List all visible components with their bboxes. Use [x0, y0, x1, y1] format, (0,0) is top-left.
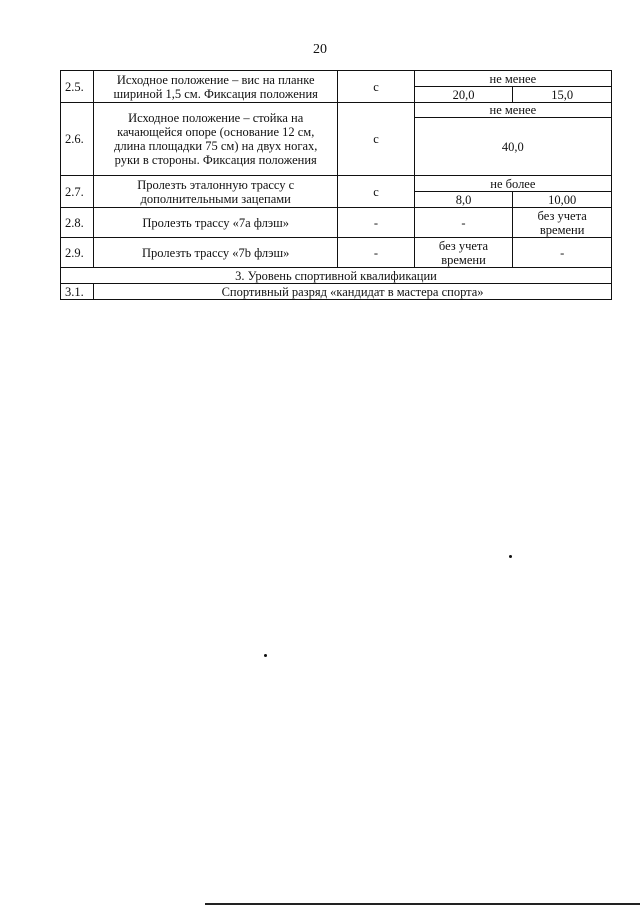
qualification-cell: Спортивный разряд «кандидат в мастера спорта» [94, 284, 612, 300]
exercise-name: Пролезть трассу «7b флэш» [94, 238, 338, 268]
page-number: 20 [313, 42, 327, 57]
row-number: 2.8. [61, 208, 94, 238]
row-number: 2.5. [61, 71, 94, 103]
standards-table [60, 70, 612, 300]
row-number: 2.9. [61, 238, 94, 268]
value-cell: 20,0 [414, 87, 513, 103]
unit-cell: с [338, 176, 414, 208]
row-number: 2.6. [61, 103, 94, 176]
condition-cell: не более [414, 176, 611, 192]
unit-cell: - [338, 208, 414, 238]
condition-cell: не менее [414, 71, 611, 87]
section-heading: 3. Уровень спортивной квалификации [61, 268, 612, 284]
exercise-name: Исходное положение – вис на планке шириной 1,5 см. Фиксация положения [94, 71, 338, 103]
section-row [61, 268, 612, 284]
condition-cell: не менее [414, 103, 611, 118]
value-cell: без учета времени [513, 208, 612, 238]
unit-cell: с [338, 71, 414, 103]
scan-speck [264, 654, 267, 657]
table-row [61, 238, 612, 268]
exercise-name: Исходное положение – стойка на качающейся опоре (основание 12 см, длина площадки 75 см) на двух ногах, руки в стороны. Фиксация положения [94, 103, 338, 176]
table-row [61, 176, 612, 192]
row-number: 2.7. [61, 176, 94, 208]
table-row [61, 284, 612, 300]
value-cell: - [513, 238, 612, 268]
row-number: 3.1. [61, 284, 94, 300]
value-cell: без учета времени [414, 238, 513, 268]
scan-speck [509, 555, 512, 558]
table-row [61, 71, 612, 87]
table-row [61, 103, 612, 118]
unit-cell: - [338, 238, 414, 268]
value-cell: 40,0 [414, 118, 611, 176]
value-cell: 10,00 [513, 192, 612, 208]
exercise-name: Пролезть трассу «7а флэш» [94, 208, 338, 238]
exercise-name: Пролезть эталонную трассу с дополнительными зацепами [94, 176, 338, 208]
table-row [61, 208, 612, 238]
value-cell: - [414, 208, 513, 238]
value-cell: 15,0 [513, 87, 612, 103]
value-cell: 8,0 [414, 192, 513, 208]
unit-cell: с [338, 103, 414, 176]
